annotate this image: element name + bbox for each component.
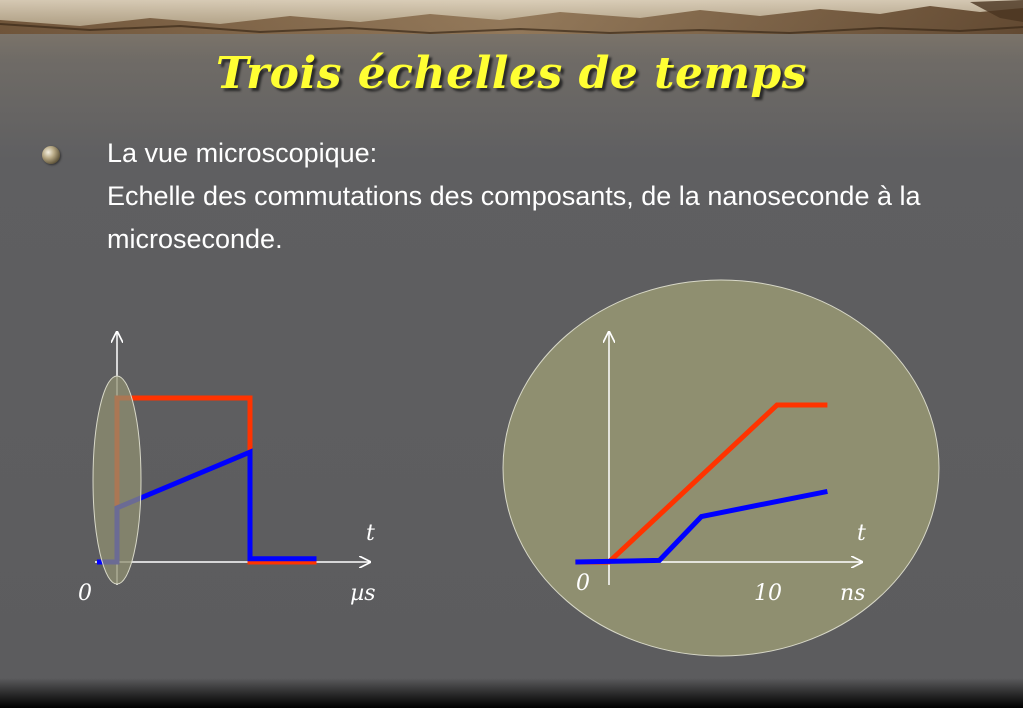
decorative-bottom-bar — [0, 678, 1023, 708]
bullet-text-line: microseconde. — [107, 224, 283, 254]
chart1-origin-label: 0 — [78, 581, 92, 606]
chart1-unit-label: µs — [350, 581, 376, 606]
chart2-zoom-ellipse — [503, 280, 939, 656]
chart1-x-label: t — [366, 521, 375, 546]
chart-nanoseconds — [503, 280, 939, 656]
chart2-tick-label-10: 10 — [754, 581, 782, 606]
bullet-text-line: Echelle des commutations des composants, de la nanoseconde à la — [107, 181, 921, 211]
chart2-unit-label: ns — [840, 581, 866, 606]
slide-title: Trois échelles de temps — [215, 48, 808, 99]
chart-microseconds — [78, 332, 376, 606]
chart1-zoom-ellipse — [93, 376, 141, 584]
chart2-x-label: t — [857, 521, 866, 546]
chart2-origin-label: 0 — [576, 571, 590, 596]
bullet-heading: La vue microscopique: — [107, 138, 378, 168]
